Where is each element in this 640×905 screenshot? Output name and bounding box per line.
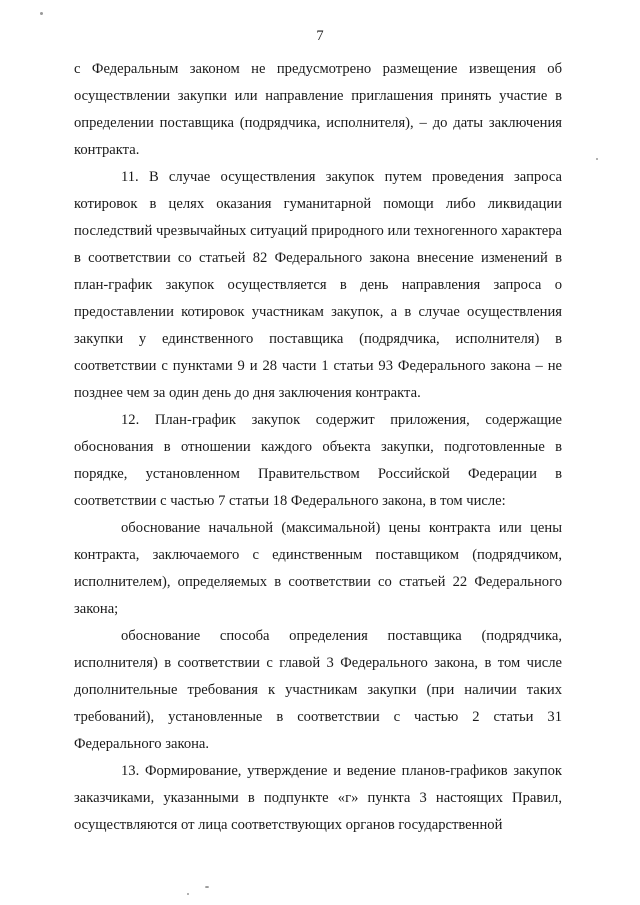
paragraph-12-item-method: обоснование способа определения поставщика (подрядчика, исполнителя) в соответствии с главой 3 Федерального закона, в том числе дополнительные требования к участникам закупки (при наличии таких требований), установленные в соответствии с частью 2 статьи 31 Федерального закона. (74, 628, 562, 752)
scan-speck (40, 12, 43, 15)
document-body (74, 56, 562, 839)
paragraph-continuation: с Федеральным законом не предусмотрено размещение извещения об осуществлении закупки или направление приглашения принять участие в определении поставщика (подрядчика, исполнителя), – до даты заключения контракта. (74, 61, 562, 158)
paragraph-13: 13. Формирование, утверждение и ведение планов-графиков закупок заказчиками, указанными в подпункте «г» пункта 3 настоящих Правил, осуществляются от лица соответствующих органов государственной (74, 763, 562, 833)
scan-speck (205, 886, 209, 888)
paragraph-11: 11. В случае осуществления закупок путем проведения запроса котировок в целях оказания гуманитарной помощи либо ликвидации последствий чрезвычайных ситуаций природного или техногенного характера в соответствии со статьей 82 Федерального закона внесение изменений в план-график закупок осуществляется в день направления запроса о предоставлении котировок участникам закупок, а в случае осуществления закупки у единственного поставщика (подрядчика, исполнителя) в соответствии с пунктами 9 и 28 части 1 статьи 93 Федерального закона – не позднее чем за один день до дня заключения контракта. (74, 169, 562, 401)
paragraph-12-item-price: обоснование начальной (максимальной) цены контракта или цены контракта, заключаемого с единственным поставщиком (подрядчиком, исполнителем), определяемых в соответствии со статьей 22 Федерального закона; (74, 520, 562, 617)
paragraph-12: 12. План-график закупок содержит приложения, содержащие обоснования в отношении каждого объекта закупки, подготовленные в порядке, установленном Правительством Российской Федерации в соответствии с частью 7 статьи 18 Федерального закона, в том числе: (74, 412, 562, 509)
page-number: 7 (316, 28, 324, 44)
scan-speck (596, 158, 598, 160)
scan-speck (187, 893, 189, 895)
